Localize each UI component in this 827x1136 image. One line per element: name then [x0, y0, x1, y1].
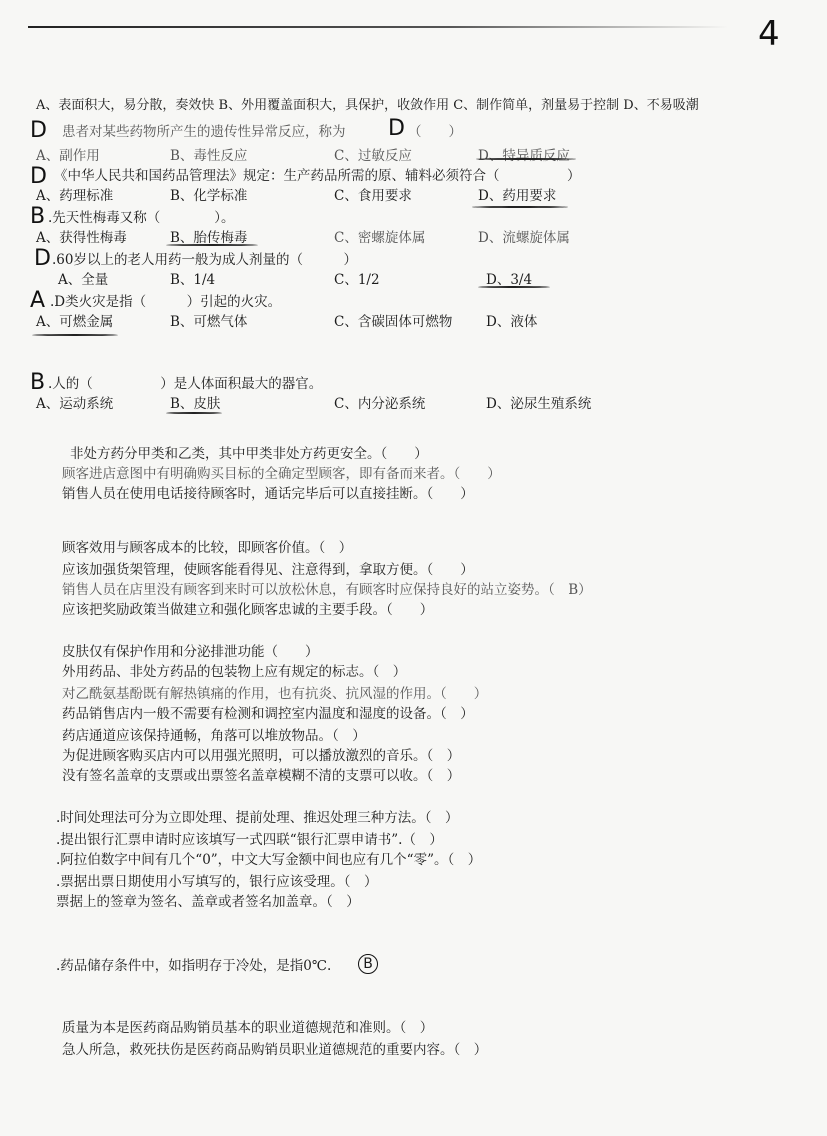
- q6-option-a: A、运动系统: [36, 396, 114, 412]
- judge-item: 顾客效用与顾客成本的比较，即顾客价值。（ ）: [62, 540, 353, 556]
- q1-stem: 患者对某些药物所产生的遗传性异常反应，称为: [62, 124, 346, 140]
- q6-option-b: B、皮肤: [170, 396, 221, 412]
- judge-item: 外用药品、非处方药品的包装物上应有规定的标志。（ ）: [62, 664, 407, 680]
- judge-item: .提出银行汇票申请时应该填写一式四联“银行汇票申请书”.（ ）: [56, 832, 443, 848]
- q1-stem-paren: （ ）: [408, 124, 462, 140]
- q3-option-b: B、胎传梅毒: [170, 230, 248, 246]
- q5-option-d: D、液体: [486, 314, 538, 330]
- q6-stem: .人的（ ）是人体面积最大的器官。: [48, 376, 323, 392]
- q2-option-c: C、食用要求: [334, 188, 412, 204]
- q0-options: A、表面积大，易分散，奏效快 B、外用覆盖面积大，具保护，收敛作用 C、制作简单，剂量易于控制 D、不易吸潮: [36, 98, 699, 113]
- q2-option-b: B、化学标准: [170, 188, 248, 204]
- q1-option-a: A、副作用: [36, 148, 100, 164]
- q3-option-d: D、流螺旋体属: [478, 230, 570, 246]
- q5-answer-underline: [32, 334, 118, 336]
- q4-answer-underline: [478, 286, 550, 288]
- judge-item: 销售人员在使用电话接待顾客时，通话完毕后可以直接挂断。（ ）: [62, 486, 474, 502]
- q4-handwritten-answer: D: [34, 246, 51, 271]
- judge-item: 对乙酰氨基酚既有解热镇痛的作用，也有抗炎、抗风湿的作用。（ ）: [62, 686, 488, 702]
- q5-option-c: C、含碳固体可燃物: [334, 314, 453, 330]
- q6-answer-underline: [166, 412, 222, 414]
- q4-stem: .60岁以上的老人用药一般为成人剂量的（ ）: [52, 252, 357, 268]
- q4-option-d: D、3/4: [486, 272, 533, 288]
- judge-item: 顾客进店意图中有明确购买目标的全确定型顾客，即有备而来者。（ ）: [62, 466, 501, 482]
- q2-answer-underline: [472, 206, 568, 208]
- judge-item: 票据上的签章为签名、盖章或者签名加盖章。（ ）: [56, 894, 360, 910]
- judge-item: 急人所急，救死扶伤是医药商品购销员职业道德规范的重要内容。（ ）: [62, 1042, 488, 1058]
- q2-handwritten-answer: D: [30, 164, 47, 189]
- judge-item: 非处方药分甲类和乙类，其中甲类非处方药更安全。（ ）: [70, 446, 428, 462]
- judge-item: 为促进顾客购买店内可以用强光照明，可以播放激烈的音乐。（ ）: [62, 748, 461, 764]
- q5-option-b: B、可燃气体: [170, 314, 248, 330]
- storage-question-stem: .药品储存条件中，如指明存于冷处，是指0℃.: [56, 958, 332, 974]
- q3-handwritten-answer: B: [30, 204, 46, 229]
- q3-option-a: A、获得性梅毒: [36, 230, 127, 246]
- judge-item: .票据出票日期使用小写填写的，银行应该受理。（ ）: [56, 874, 378, 890]
- q6-option-c: C、内分泌系统: [334, 396, 426, 412]
- q1-answer-underline: [476, 158, 576, 160]
- q3-answer-underline: [166, 244, 258, 246]
- judge-item: 药品销售店内一般不需要有检测和调控室内温度和湿度的设备。（ ）: [62, 706, 474, 722]
- judge-item: 销售人员在店里没有顾客到来时可以放松休息，有顾客时应保持良好的站立姿势。（ B）: [62, 582, 592, 598]
- q3-option-c: C、密螺旋体属: [334, 230, 426, 246]
- q5-handwritten-answer: A: [30, 288, 46, 313]
- q3-stem: .先天性梅毒又称（ ）。: [48, 210, 235, 226]
- q1-option-b: B、毒性反应: [170, 148, 248, 164]
- judge-item: 应该加强货架管理，使顾客能看得见、注意得到，拿取方便。（ ）: [62, 562, 474, 578]
- judge-item: 药店通道应该保持通畅，角落可以堆放物品。（ ）: [62, 728, 366, 744]
- judge-item: 质量为本是医药商品购销员基本的职业道德规范和准则。（ ）: [62, 1020, 434, 1036]
- judge-item: 皮肤仅有保护作用和分泌排泄功能（ ）: [62, 644, 319, 660]
- q6-handwritten-answer: B: [30, 370, 46, 395]
- storage-question-handwritten-answer: B: [358, 954, 378, 974]
- q4-option-a: A、全量: [58, 272, 109, 288]
- judge-item: 应该把奖励政策当做建立和强化顾客忠诚的主要手段。（ ）: [62, 602, 434, 618]
- q1-inline-handwritten-answer: D: [388, 116, 405, 141]
- q1-option-c: C、过敏反应: [334, 148, 412, 164]
- q2-option-a: A、药理标准: [36, 188, 114, 204]
- q1-option-d: D、特异质反应: [478, 148, 570, 164]
- q6-option-d: D、泌尿生殖系统: [486, 396, 592, 412]
- q4-option-c: C、1/2: [334, 272, 380, 288]
- page-number: 4: [758, 14, 780, 54]
- q2-option-d: D、药用要求: [478, 188, 557, 204]
- judge-item: .阿拉伯数字中间有几个“0”，中文大写金额中间也应有几个“零”。（ ）: [56, 852, 482, 868]
- judge-item: .时间处理法可分为立即处理、提前处理、推迟处理三种方法。（ ）: [56, 810, 459, 826]
- judge-item: 没有签名盖章的支票或出票签名盖章模糊不清的支票可以收。（ ）: [62, 768, 461, 784]
- q5-stem: .D类火灾是指（ ）引起的火灾。: [50, 294, 282, 310]
- q5-option-a: A、可燃金属: [36, 314, 114, 330]
- q4-option-b: B、1/4: [170, 272, 216, 288]
- q2-stem: 《中华人民共和国药品管理法》规定：生产药品所需的原、辅料必须符合（ ）: [54, 168, 581, 184]
- top-border-line: [28, 26, 728, 28]
- q1-handwritten-answer: D: [30, 118, 47, 143]
